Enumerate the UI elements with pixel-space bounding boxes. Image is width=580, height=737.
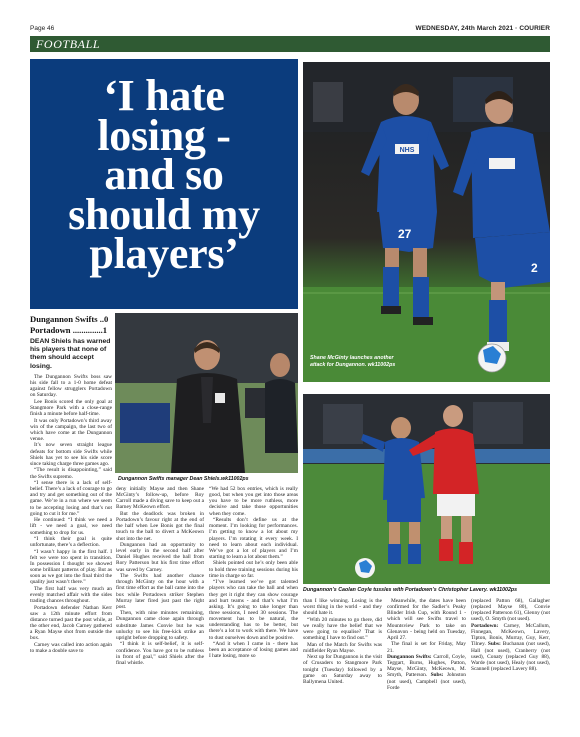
score-line: Portadown ..............1 [30, 324, 108, 335]
sponsor-text: NHS [399, 147, 415, 154]
article-paragraph: The Swifts had another chance through McGinty on the hour with a first time effort as the ball came into the box while Portadown striker Stephen Murray later fired just past the right post. [116, 573, 204, 610]
manager-photo [115, 313, 298, 473]
tussle-photo-image [303, 394, 550, 584]
headline-line: losing - [97, 110, 231, 160]
article-paragraph: “I wasn’t happy in the first half. I felt we were too spent in transition. In possession I thought we showed some brilliant patterns of play. But as soon as we got into the final third the quality just wasn’t there.” [30, 548, 112, 586]
manager-photo-image [115, 313, 298, 473]
article-column-4 [303, 598, 382, 685]
lineup-label: Portadown: [471, 622, 499, 629]
article-paragraph: But the deadlock was broken in Portadown’s favour right at the end of the half when Lee Bonis got the final touch to the ball to divert a McKeown shot into the net. [116, 510, 204, 542]
page-header [30, 22, 550, 34]
subs-label: Subs: [487, 641, 501, 648]
headline-line: should my [68, 189, 260, 239]
article-paragraph: Lee Bonis scored the only goal at Stangmore Park with a close-range finish a minute before half-time. [30, 398, 112, 418]
date-line: WEDNESDAY, 24th March 2021 · COURIER [415, 24, 550, 32]
score-line: Dungannon Swifts ..0 [30, 314, 109, 324]
article-paragraph: Portadown defender Nathan Kerr saw a 12th minute effort from distance turned past the post while, at the other end, Jacob Carney gathered a Ryan Mayse shot from outside the box. [30, 604, 112, 642]
article-paragraph: Shiels pointed out he’s only been able to hold three training sessions during his time in charge so far. [209, 560, 298, 579]
article-paragraph: It’s now seven straight league defeats for bottom side Swifts while Shiels has yet to see his side score since taking charge three games ago. [30, 442, 112, 467]
article-paragraph: The first half was very much an evenly matched affair with the sides trading chances throughout. [30, 585, 112, 605]
lineup-dungannon [387, 654, 466, 691]
main-photo [303, 62, 550, 382]
article-paragraph: “I sense there is a lack of self-belief. There’s a lack of courage to go and try and get something out of the game. We’re in a run where we seem to be accepting losing and that’s not going to cut it for me.” [30, 479, 112, 517]
tussle-photo [303, 394, 550, 584]
article-paragraph: The Dungannon Swifts boss saw his side fall to a 1-0 home defeat against fellow strugglers Portadown on Saturday. [30, 373, 112, 399]
main-photo-caption: Shane McGinty launches another attack for Dungannon. wk11002ps [310, 355, 396, 368]
article-paragraph: Then, with nine minutes remaining, Dungannon came close again through substitute James Convie but he was unlucky to see his free-kick strike an upright before dropping to safety. [116, 610, 204, 641]
article-paragraph: “I’ve learned we’ve got talented players who can take the ball and when they get it right they can show courage and hurt teams - and that’s what I’m asking. It’s going to take longer than three sessions, I need 30 sessions. The movement has to be natural, the understanding has to be better, but there’s a lot to work with there. We have to dust ourselves down and be positive. [209, 579, 298, 641]
article-paragraph: Man of the Match for Swifts was midfielder Ryan Mayse. [303, 641, 382, 654]
manager-photo-caption: Dungannon Swifts manager Dean Shiels.wk11002ps [118, 476, 249, 482]
headline-line: and so [104, 150, 224, 199]
headline-line: ‘I hate [103, 71, 225, 120]
article-paragraph: than I like winning. Losing is the worst thing in the world - and they should hate it. [303, 598, 382, 617]
shirt-number: 27 [398, 227, 412, 241]
article-paragraph: “And it when I came in - there has been an acceptance of losing games and I hate losing, more so [209, 641, 298, 660]
article-paragraph: “I think it is self-belief, it is self-confidence. You have got to be ruthless in front of goal,” said Shiels after the final whistle. [116, 641, 204, 666]
article-paragraph: “The result is disappointing,” said the Swifts supremo. [30, 467, 112, 480]
lineup-text: Carney, McCallum, Finnegan, McKeown, Lavery, Tipton, Bonis, Murray, Guy, Kerr, Tilney. [471, 622, 550, 648]
subs-text: Johnston (not used), Campbell (not used), Forde [387, 672, 466, 691]
article-lead: DEAN Shiels has warned his players that none of them should accept losing. [30, 338, 111, 370]
subs-text: Buchanan (not used), Hall (not used), Cranberry (not used), Conaty (replaced Guy 88), Warde (not used), Healy (not used), Scannell (replaced Lavery 88). [471, 641, 550, 673]
article-paragraph: “With 20 minutes to go there, did we really have the belief that we were going to equalise? That is something I have to find out.” [303, 616, 382, 642]
headline-line: players’ [89, 229, 239, 278]
headline-box [30, 59, 298, 309]
article-column-1 [30, 314, 112, 654]
article-paragraph: “I think their goal is quite unfortunate, there’s a deflection. [30, 535, 112, 549]
article-column-3 [209, 486, 298, 660]
article-column-6 [471, 598, 550, 672]
article-paragraph: Next up for Dungannon is the visit of Crusaders to Stangmore Park tonight (Tuesday) followed by a game on Saturday away to Ballymena United. [303, 654, 382, 685]
article-paragraph: (replaced Patton 68), Gallagher (replaced Mayse 80), Convie (replaced Patterson 61), Glenny (not used), O. Smyth (not used). [471, 598, 550, 623]
main-photo-image [303, 62, 550, 382]
article-paragraph: “We had 52 box entries, which is really good, but when you get into those areas you have to be more ruthless, more decisive and take those opportunities when they come. [209, 486, 298, 517]
svg-text:2: 2 [531, 261, 538, 275]
article-paragraph: Meanwhile, the dates have been confirmed for the Sadler’s Peaky Blinder Irish Cup, with Round 1 - which will see Swifts travel to Mountsview Park to take on Glenavon - being held on Tuesday, April 27. [387, 598, 466, 641]
article-paragraph: The final is set for Friday, May 21. [387, 641, 466, 654]
page-number: Page 46 [30, 24, 55, 32]
subs-label: Subs: [430, 672, 444, 679]
tussle-photo-caption: Dungannon’s Caolan Coyle tussles with Portadown’s Christopher Lavery. wk11002ps [303, 587, 518, 593]
article-paragraph: He continued: “I think we need a lift - we need a goal, we need something to drop for us. [30, 517, 112, 536]
article-column-2 [116, 486, 204, 666]
lineup-label: Dungannon Swifts: [387, 654, 432, 660]
article-paragraph: “Results don’t define us at the moment. I’m looking for performances. I’m getting to know a lot about my players. I’m rotating it every week. I need to learn about each individual. We’ve got a lot of players and I’m starting to learn a lot about them.” [209, 517, 298, 561]
article-paragraph: Dungannon had an opportunity to level early in the second half after Daniel Hughes received the ball from Rory Patterson but his first time effort was saved by Carney. [116, 542, 204, 573]
section-label: FOOTBALL [30, 36, 550, 52]
article-paragraph: deny initially Mayse and then Shane McGinty’s follow-up, before Roy Carroll made a diving save to keep out a Barney McKeown effort. [116, 486, 204, 511]
article-paragraph: It was only Portadown’s third away win of the campaign, the last two of which have come at the Dungannon venue. [30, 417, 112, 442]
article-column-5 [387, 598, 466, 691]
article-paragraph: Carney was called into action again to make a double save to [30, 641, 112, 654]
headline [30, 71, 298, 278]
lineup-portadown [471, 623, 550, 672]
lineup-text: Carroll, Coyle, Teggart, Burns, Hughes, Patton, Mayse, McGinty, McKeown, M. Smyth, Patterson. [387, 654, 466, 679]
